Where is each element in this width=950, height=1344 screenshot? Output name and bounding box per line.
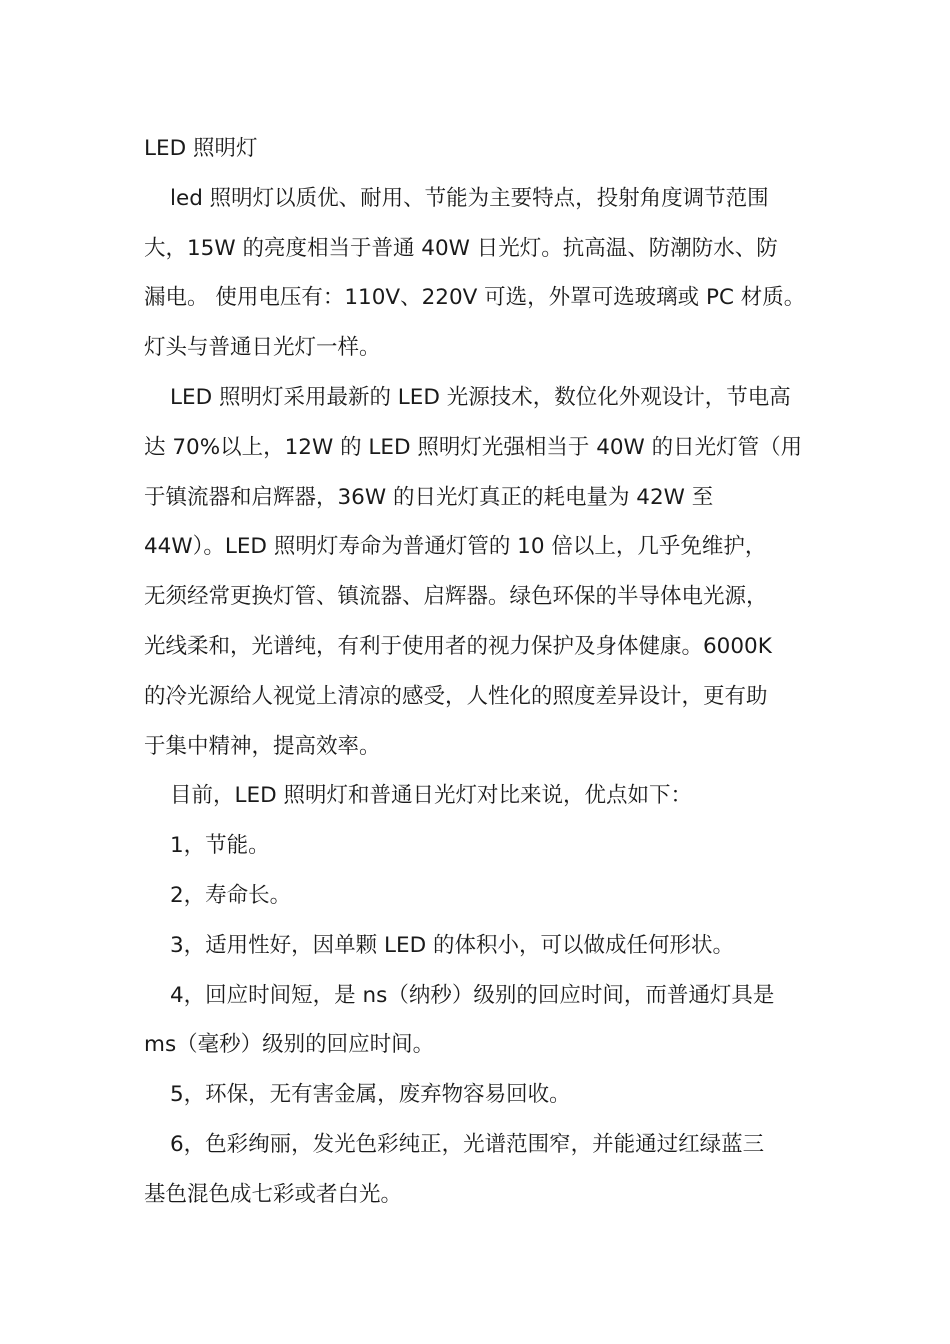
text-line: LED 照明灯采用最新的 LED 光源技术，数位化外观设计，节电高 bbox=[170, 384, 791, 410]
list-item: 6，色彩绚丽，发光色彩纯正，光谱范围窄，并能通过红绿蓝三 bbox=[170, 1131, 765, 1157]
list-item: 4，回应时间短，是 ns（纳秒）级别的回应时间，而普通灯具是 bbox=[170, 982, 775, 1008]
text-line: 漏电。 使用电压有：110V、220V 可选，外罩可选玻璃或 PC 材质。 bbox=[144, 285, 806, 311]
list-item: 5，环保，无有害金属，废弃物容易回收。 bbox=[170, 1082, 571, 1108]
text-line: 灯头与普通日光灯一样。 bbox=[144, 335, 381, 361]
advantages-list bbox=[144, 821, 808, 1219]
list-item: 1，节能。 bbox=[170, 833, 270, 859]
document-title: LED 照明灯 bbox=[144, 136, 258, 161]
text-line: 于集中精神，提高效率。 bbox=[144, 733, 381, 759]
paragraph-technology bbox=[144, 373, 808, 771]
text-line: 达 70%以上，12W 的 LED 照明灯光强相当于 40W 的日光灯管（用 bbox=[144, 434, 803, 460]
list-item-continuation: ms（毫秒）级别的回应时间。 bbox=[144, 1032, 435, 1058]
text-line: 的冷光源给人视觉上清凉的感受，人性化的照度差异设计，更有助 bbox=[144, 683, 768, 709]
text-line: led 照明灯以质优、耐用、节能为主要特点，投射角度调节范围 bbox=[170, 185, 769, 211]
text-line: 大，15W 的亮度相当于普通 40W 日光灯。抗高温、防潮防水、防 bbox=[144, 235, 778, 261]
text-line: 无须经常更换灯管、镇流器、启辉器。绿色环保的半导体电光源， bbox=[144, 584, 768, 610]
list-item: 3，适用性好，因单颗 LED 的体积小，可以做成任何形状。 bbox=[170, 932, 734, 958]
paragraph-features bbox=[144, 174, 808, 373]
advantages-intro: 目前，LED 照明灯和普通日光灯对比来说，优点如下： bbox=[170, 783, 692, 809]
text-line: 光线柔和，光谱纯，有利于使用者的视力保护及身体健康。6000K bbox=[144, 633, 772, 659]
list-item-continuation: 基色混色成七彩或者白光。 bbox=[144, 1181, 403, 1207]
list-item: 2，寿命长。 bbox=[170, 882, 292, 908]
document-page bbox=[144, 124, 808, 1220]
text-line: 于镇流器和启辉器，36W 的日光灯真正的耗电量为 42W 至 bbox=[144, 484, 714, 510]
text-line: 44W）。LED 照明灯寿命为普通灯管的 10 倍以上，几乎免维护， bbox=[144, 534, 767, 560]
